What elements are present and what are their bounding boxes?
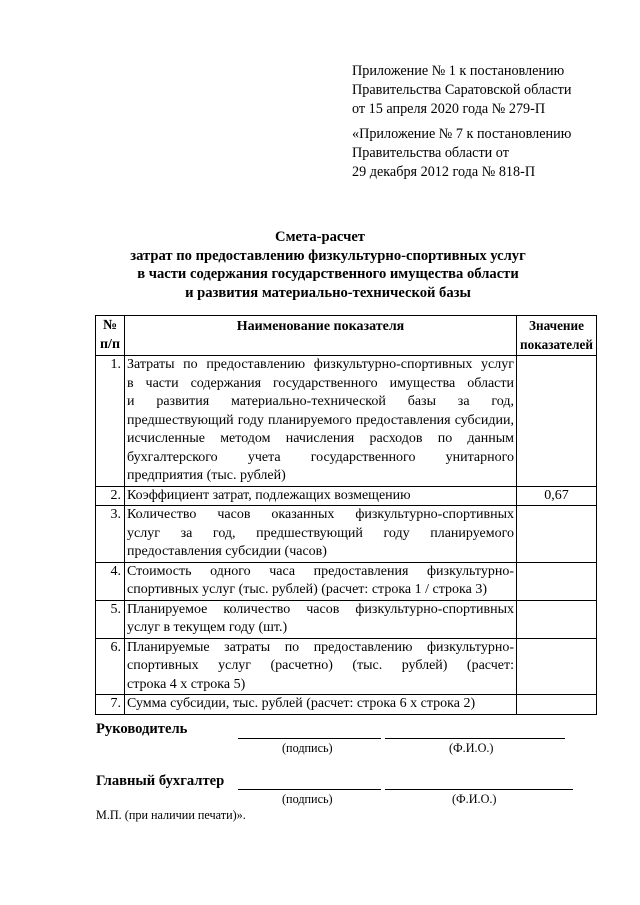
row-text-line: Планируемое количество часов физкультурно-спортивных: [127, 601, 514, 617]
annex7-line2: Правительства области от: [352, 145, 509, 161]
row-number: 7.: [96, 695, 125, 715]
row-text-line: услуг за год, предшествующий году планируемого: [127, 525, 514, 541]
row-value: 0,67: [517, 486, 597, 506]
head-signature-caption: (подпись): [282, 741, 333, 755]
row-value: [517, 356, 597, 487]
chief-name-caption: (Ф.И.О.): [452, 792, 497, 806]
row-text-line: Планируемые затраты по предоставлению физкультурно-: [127, 639, 514, 655]
header-name: Наименование показателя: [125, 316, 517, 356]
annex1-line3: от 15 апреля 2020 года № 279-П: [352, 101, 546, 117]
row-number: 2.: [96, 486, 125, 506]
annex1-line1: Приложение № 1 к постановлению: [352, 63, 565, 79]
title-line2: затрат по предоставлению физкультурно-спортивных услуг: [130, 248, 526, 264]
annex1-line2: Правительства Саратовской области: [352, 82, 572, 98]
estimate-table: [95, 315, 597, 715]
row-text-line: спортивных услуг (расчетно) (тыс. рублей) (расчет:: [127, 658, 514, 673]
table-row: [96, 638, 597, 695]
row-number: 3.: [96, 506, 125, 563]
chief-signature-caption: (подпись): [282, 792, 333, 806]
header-value: [517, 316, 597, 356]
annex7-line3: 29 декабря 2012 года № 818-П: [352, 164, 536, 180]
row-value: [517, 506, 597, 563]
row-number: 5.: [96, 600, 125, 638]
row-indicator-name: [125, 506, 517, 563]
row-number: 6.: [96, 638, 125, 695]
title-line1: Смета-расчет: [275, 229, 365, 245]
row-text-line: Затраты по предоставлению физкультурно-спортивных услуг: [127, 357, 514, 372]
row-number: 4.: [96, 562, 125, 600]
row-indicator-name: [125, 600, 517, 638]
head-name-caption: (Ф.И.О.): [449, 741, 494, 755]
row-indicator-name: [125, 486, 517, 506]
row-text-line: исчисленные методом начисления расходов по данным: [127, 431, 514, 446]
annex7-line1: «Приложение № 7 к постановлению: [352, 126, 572, 142]
row-text-line: и развития материально-технической базы за год,: [127, 394, 514, 409]
table-row: [96, 356, 597, 487]
table-row: [96, 600, 597, 638]
row-text-line: бухгалтерского учета государственного унитарного: [127, 449, 514, 465]
chief-accountant-label: Главный бухгалтер: [96, 773, 225, 789]
row-text-line: услуг в текущем году (шт.): [127, 620, 288, 635]
row-indicator-name: [125, 356, 517, 487]
row-text-line: предоставления субсидии (часов): [127, 544, 327, 559]
header-num-line1: №: [102, 318, 118, 333]
table-row: [96, 506, 597, 563]
table-row: [96, 562, 597, 600]
row-text-line: спортивных услуг (тыс. рублей) (расчет: строка 1 / строка 3): [127, 582, 487, 597]
row-indicator-name: [125, 562, 517, 600]
table-row: [96, 695, 597, 715]
header-value-line2: показателей: [520, 336, 593, 352]
row-value: [517, 695, 597, 715]
row-value: [517, 600, 597, 638]
row-number: 1.: [96, 356, 125, 487]
row-text-line: Сумма субсидии, тыс. рублей (расчет: строка 6 х строка 2): [127, 696, 476, 711]
head-label: Руководитель: [96, 721, 188, 737]
table-header-row: [96, 316, 597, 356]
row-text-line: Количество часов оказанных физкультурно-спортивных: [127, 507, 514, 522]
table-body: [96, 356, 597, 715]
row-indicator-name: [125, 695, 517, 715]
header-num: [96, 316, 125, 356]
row-text-line: Коэффициент затрат, подлежащих возмещению: [127, 487, 411, 503]
header-num-line2: п/п: [99, 336, 121, 352]
row-text-line: предприятия (тыс. рублей): [127, 468, 286, 483]
title-line3: в части содержания государственного имущества области: [137, 266, 519, 282]
row-value: [517, 638, 597, 695]
title-line4: и развития материально-технической базы: [185, 285, 471, 301]
stamp-note: М.П. (при наличии печати)».: [96, 808, 246, 822]
row-text-line: строка 4 х строка 5): [127, 676, 246, 692]
table-row: [96, 486, 597, 506]
row-indicator-name: [125, 638, 517, 695]
header-value-line1: Значение: [529, 318, 584, 333]
row-text-line: в части содержания государственного имущества области: [127, 375, 514, 391]
row-text-line: предшествующий году планируемого предоставления субсидии,: [127, 412, 514, 428]
row-value: [517, 562, 597, 600]
row-text-line: Стоимость одного часа предоставления физкультурно-: [127, 563, 514, 579]
